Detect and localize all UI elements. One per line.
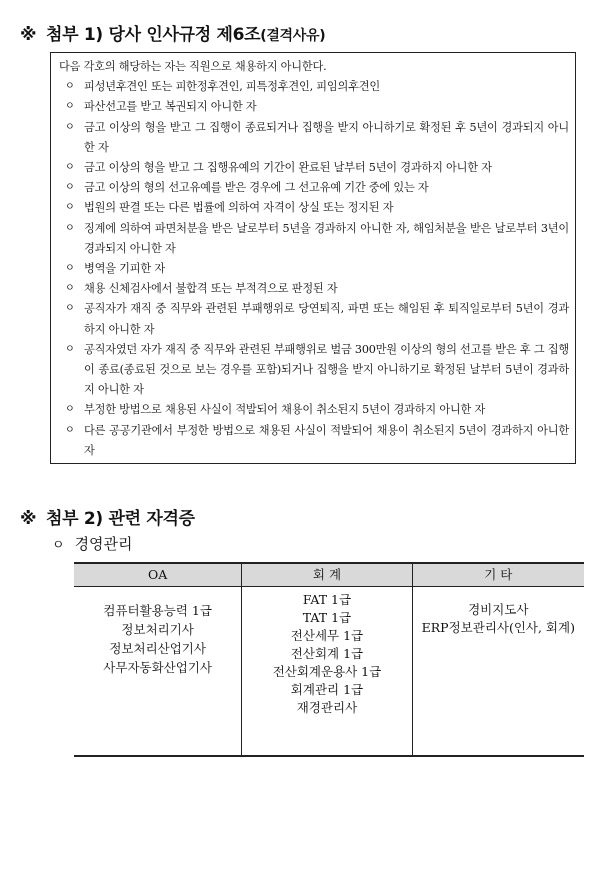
list-item-text: 파산선고를 받고 복권되지 아니한 자 <box>84 100 257 114</box>
bullet-icon: ㅇ <box>65 222 75 234</box>
accounting-certificates <box>242 587 412 757</box>
bullet-icon: ㅇ <box>52 538 65 553</box>
certificate-name: TAT 1급 <box>302 610 352 625</box>
list-item-text: 금고 이상의 형의 선고유예를 받은 경우에 그 선고유예 기간 중에 있는 자 <box>84 181 429 195</box>
certificate-name: 회계관리 1급 <box>290 682 364 697</box>
list-item <box>59 259 569 279</box>
certificate-name: 전산세무 1급 <box>290 628 364 643</box>
list-item <box>59 158 569 178</box>
certificate-name: 정보처리기사 <box>121 622 194 637</box>
certificate-table <box>74 562 584 757</box>
certificate-name: 재경관리사 <box>296 700 358 715</box>
bullet-icon: ㅇ <box>65 121 75 133</box>
header-other: 기 타 <box>412 563 584 587</box>
bullet-icon: ㅇ <box>65 81 75 93</box>
certificate-name: 컴퓨터활용능력 1급 <box>103 603 212 618</box>
list-item <box>59 198 569 218</box>
list-item-text: 다른 공공기관에서 부정한 방법으로 채용된 사실이 적발되어 채용이 취소된지 5년이 경과하지 아니한 자 <box>84 423 569 457</box>
list-item <box>59 279 569 299</box>
list-item <box>59 178 569 198</box>
list-item-text: 피성년후견인 또는 피한정후견인, 피특정후견인, 피임의후견인 <box>84 80 380 94</box>
bullet-icon: ㅇ <box>65 182 75 194</box>
list-item <box>59 421 569 461</box>
disqualification-box <box>50 52 576 464</box>
certificate-name: ERP정보관리사(인사, 회계) <box>421 620 575 635</box>
bullet-icon: ㅇ <box>65 263 75 275</box>
section2-title: 첨부 2) 관련 자격증 <box>46 509 195 529</box>
bullet-icon: ㅇ <box>65 202 75 214</box>
bullet-icon: ㅇ <box>65 424 75 436</box>
certificate-name: 경비지도사 <box>468 602 529 617</box>
bullet-icon: ㅇ <box>65 283 75 295</box>
list-item <box>59 400 569 420</box>
list-item <box>59 299 569 339</box>
table-row <box>74 587 584 757</box>
list-item <box>59 118 569 158</box>
list-item-text: 부정한 방법으로 채용된 사실이 적발되어 채용이 취소된지 5년이 경과하지 아니한 자 <box>84 403 486 417</box>
reference-mark: ※ <box>20 25 37 45</box>
table-header-row <box>74 563 584 587</box>
list-item-text: 채용 신체검사에서 불합격 또는 부적격으로 판정된 자 <box>84 282 338 296</box>
list-item-text: 공직자였던 자가 재직 중 직무와 관련된 부패행위로 벌금 300만원 이상의 형의 선고를 받은 후 그 집행이 종료(종료된 것으로 보는 경우를 포함)되거나 집행을 받지 아니하기로 확정된 날부터 5년이 경과하지 아니한 자 <box>84 342 569 397</box>
list-item-text: 금고 이상의 형을 받고 그 집행이 종료되거나 집행을 받지 아니하기로 확정된 후 5년이 경과되지 아니한 자 <box>84 120 569 154</box>
header-accounting: 회 계 <box>242 563 412 587</box>
certificate-name: 전산회계 1급 <box>290 646 364 661</box>
list-item <box>59 219 569 259</box>
list-item <box>59 97 569 117</box>
oa-certificates <box>74 587 242 757</box>
section1-heading <box>20 20 325 45</box>
disqualification-intro: 다음 각호의 해당하는 자는 직원으로 채용하지 아니한다. <box>59 60 327 73</box>
list-item-text: 징계에 의하여 파면처분을 받은 날로부터 5년을 경과하지 아니한 자, 해임처분을 받은 날로부터 3년이 경과되지 아니한 자 <box>84 221 569 255</box>
list-item-text: 법원의 판결 또는 다른 법률에 의하여 자격이 상실 또는 정지된 자 <box>84 201 394 215</box>
list-item-text: 병역을 기피한 자 <box>84 262 165 276</box>
subsection-title <box>52 533 133 554</box>
certificate-name: 사무자동화산업기사 <box>103 660 212 675</box>
certificate-name: FAT 1급 <box>302 592 352 607</box>
certificate-name: 정보처리산업기사 <box>109 641 206 656</box>
list-item-text: 공직자가 재직 중 직무와 관련된 부패행위로 당연퇴직, 파면 또는 해임된 후 퇴직일로부터 5년이 경과하지 아니한 자 <box>84 302 569 336</box>
bullet-icon: ㅇ <box>65 404 75 416</box>
reference-mark: ※ <box>20 509 37 529</box>
section1-title: 첨부 1) 당사 인사규정 제6조 <box>46 25 261 45</box>
bullet-icon: ㅇ <box>65 343 75 355</box>
disqualification-list <box>59 77 569 461</box>
bullet-icon: ㅇ <box>65 101 75 113</box>
bullet-icon: ㅇ <box>65 162 75 174</box>
subsection-label: 경영관리 <box>74 535 133 553</box>
bullet-icon: ㅇ <box>65 303 75 315</box>
other-certificates <box>412 587 584 757</box>
section1-title-suffix: (결격사유) <box>260 28 326 44</box>
list-item-text: 금고 이상의 형을 받고 그 집행유예의 기간이 완료된 날부터 5년이 경과하지 아니한 자 <box>84 161 492 175</box>
certificate-name: 전산회계운용사 1급 <box>272 664 382 679</box>
list-item <box>59 77 569 97</box>
header-oa: OA <box>74 563 242 587</box>
list-item <box>59 340 569 401</box>
section2-heading <box>20 504 195 529</box>
